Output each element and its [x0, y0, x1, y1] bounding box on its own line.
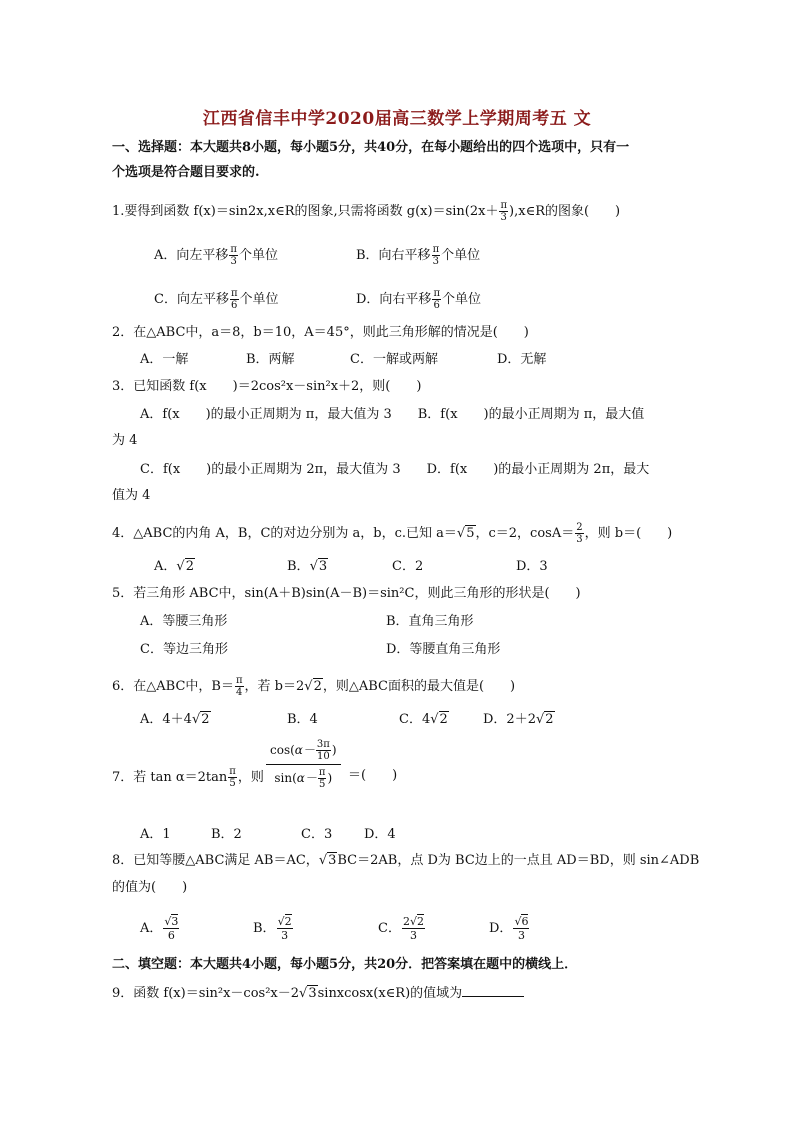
q1-stem: [112, 200, 620, 223]
q5-option-b[interactable]: B．直角三角形: [386, 614, 474, 629]
q8-stem: 8．已知等腰△ABC满足 AB＝AC，√3BC＝2AB，点 D为 BC边上的一点且 AD＝BD，则 sin∠ADB: [112, 853, 700, 868]
q8-stem-line2: 的值为( ): [112, 880, 188, 895]
q5-option-d[interactable]: D．等腰直角三角形: [386, 642, 501, 657]
q1-stem-text-a: 1.要得到函数 f(x)＝sin2x,x∈R的图象,只需将函数 g(x)＝sin(2x＋: [112, 204, 499, 219]
q3-options-ab-continued: 为 4: [112, 433, 138, 448]
q9-stem: 9．函数 f(x)＝sin²x－cos²x－2√3sinxcosx(x∈R)的值域为: [112, 982, 524, 1004]
q1-stem-fraction: $\frac{\pi}{3}$: [500, 200, 508, 223]
q6-option-a[interactable]: A．4＋4√2: [140, 712, 210, 727]
sqrt-symbol: √5: [456, 526, 475, 541]
q2-option-d[interactable]: D．无解: [497, 352, 547, 367]
q1-option-c[interactable]: C．向左平移 $\frac{\pi}{6}$ 个单位: [154, 288, 279, 311]
page-title: 江西省信丰中学2020届高三数学上学期周考五 文: [202, 109, 592, 129]
section2-header: 二、填空题：本大题共4小题，每小题5分，共20分．把答案填在题中的横线上．: [112, 957, 578, 972]
q7-option-d[interactable]: D．4: [364, 827, 396, 842]
q5-option-a[interactable]: A．等腰三角形: [140, 614, 228, 629]
q2-option-c[interactable]: C．一解或两解: [350, 352, 438, 367]
q4-option-b[interactable]: B．√3: [287, 559, 328, 574]
q4-option-a[interactable]: A．√2: [154, 559, 194, 574]
q8-option-c[interactable]: C． $\frac{2√2}{3}$: [378, 915, 424, 942]
q6-option-d[interactable]: D．2＋2√2: [483, 712, 554, 727]
q7-stem-right: ＝( ): [348, 768, 398, 783]
q7-option-c[interactable]: C．3: [301, 827, 333, 842]
q6-option-c[interactable]: C．4√2: [399, 712, 448, 727]
section1-header-line2: 个选项是符合题目要求的.: [112, 165, 260, 180]
q2-option-b[interactable]: B．两解: [246, 352, 295, 367]
q7-stem-left: 7．若 tan α＝2tan $\frac{\pi}{5}$ ，则: [112, 766, 264, 789]
q1-option-a[interactable]: A．向左平移 $\frac{\pi}{3}$ 个单位: [154, 244, 278, 267]
q7-compound-fraction: cos(α－ $\frac{3\pi}{10}$ ) sin(α－ $\frac{\pi}{5}$ ): [266, 739, 341, 790]
q9-answer-blank[interactable]: [462, 982, 524, 997]
q3-stem: 3．已知函数 f(x )＝2cos²x－sin²x＋2，则( ): [112, 379, 422, 394]
q4-stem: 4．△ABC的内角 A，B，C的对边分别为 a，b，c.已知 a＝√5，c＝2，cosA＝ $\frac{2}{3}$ ，则 b＝( ): [112, 522, 673, 545]
q1-stem-text-b: ),x∈R的图象( ): [509, 204, 621, 219]
q8-option-a[interactable]: A． $\frac{√3}{6}$: [140, 915, 179, 942]
q5-option-c[interactable]: C．等边三角形: [140, 642, 228, 657]
q4-option-d[interactable]: D．3: [516, 559, 548, 574]
q1-option-b[interactable]: B．向右平移 $\frac{\pi}{3}$ 个单位: [356, 244, 481, 267]
q8-option-b[interactable]: B． $\frac{√2}{3}$: [253, 915, 292, 942]
q1-option-d[interactable]: D．向右平移 $\frac{\pi}{6}$ 个单位: [356, 288, 482, 311]
section1-header-line1: 一、选择题：本大题共8小题，每小题5分，共40分，在每小题给出的四个选项中，只有一: [112, 140, 630, 155]
q4-option-c[interactable]: C．2: [392, 559, 424, 574]
q5-stem: 5．若三角形 ABC中，sin(A＋B)sin(A－B)＝sin²C，则此三角形的形状是( ): [112, 586, 581, 601]
q8-option-d[interactable]: D． $\frac{√6}{3}$: [489, 915, 529, 942]
q2-stem: 2．在△ABC中，a＝8，b＝10，A＝45°，则此三角形解的情况是( ): [112, 325, 529, 340]
q2-option-a[interactable]: A．一解: [140, 352, 189, 367]
q3-options-cd[interactable]: C．f(x )的最小正周期为 2π，最大值为 3 D．f(x )的最小正周期为 2π，最大: [140, 462, 650, 477]
q3-options-ab[interactable]: A．f(x )的最小正周期为 π，最大值为 3 B．f(x )的最小正周期为 π，最大值: [140, 407, 645, 422]
q6-option-b[interactable]: B．4: [287, 712, 318, 727]
q7-option-a[interactable]: A．1: [140, 827, 171, 842]
q7-option-b[interactable]: B．2: [211, 827, 242, 842]
q3-options-cd-continued: 值为 4: [112, 488, 151, 503]
q6-stem: 6．在△ABC中，B＝ $\frac{\pi}{4}$ ，若 b＝2√2，则△ABC面积的最大值是( ): [112, 675, 516, 698]
